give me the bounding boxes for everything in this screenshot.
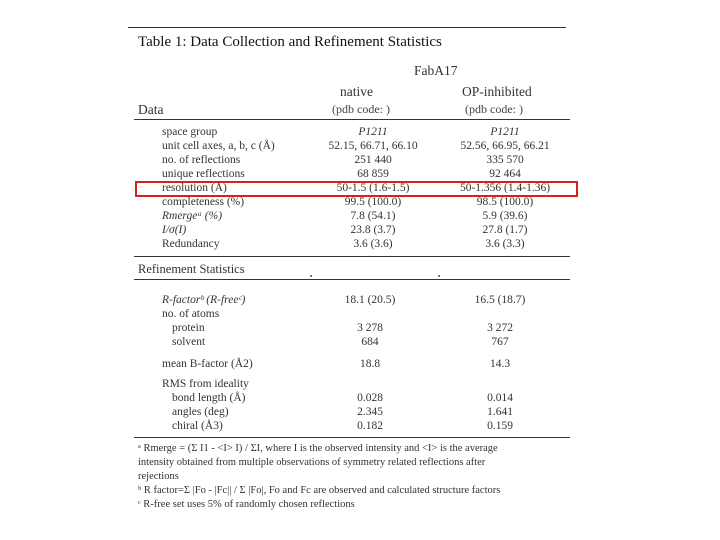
native-redundancy: 3.6 (3.6) (353, 238, 393, 250)
op-r-factor: 16.5 (18.7) (474, 294, 526, 306)
op-angles: 1.641 (487, 406, 513, 418)
row-label-space-group: space group (162, 126, 218, 138)
header-rule (134, 119, 570, 120)
native-reflections: 251 440 (354, 154, 392, 166)
row-label-atoms: no. of atoms (162, 308, 220, 320)
footnote-a-line3: rejections (138, 471, 179, 482)
native-bond-length: 0.028 (357, 392, 383, 404)
row-label-unique-reflections: unique reflections (162, 168, 245, 180)
row-label-i-sigma: I/σ(I) (162, 224, 187, 236)
op-inhibited-pdb-code: (pdb code: ) (465, 102, 523, 116)
group-header: FabA17 (414, 63, 458, 78)
bottom-rule (134, 437, 570, 438)
op-unique-reflections: 92 464 (489, 168, 521, 180)
resolution-highlight-box (135, 181, 578, 197)
footnote-c: ᶜ R-free set uses 5% of randomly chosen reflections (138, 499, 355, 510)
op-completeness: 98.5 (100.0) (476, 196, 534, 208)
row-label-r-factor: R-factorᵇ (R-freeᶜ) (162, 294, 246, 306)
native-b-factor: 18.8 (359, 358, 381, 370)
native-column-title: native (340, 84, 373, 99)
scan-dot (438, 275, 440, 277)
data-label: Data (138, 102, 164, 117)
top-rule (128, 27, 566, 28)
op-inhibited-column-title: OP-inhibited (462, 84, 532, 99)
row-label-rms: RMS from ideality (162, 378, 249, 390)
op-redundancy: 3.6 (3.3) (485, 238, 525, 250)
native-chiral: 0.182 (357, 420, 383, 432)
op-bond-length: 0.014 (487, 392, 513, 404)
scan-dot (310, 275, 312, 277)
native-resolution: 50-1.5 (1.6-1.5) (336, 182, 410, 194)
row-label-redundancy: Redundancy (162, 238, 220, 250)
native-pdb-code: (pdb code: ) (332, 102, 390, 116)
native-rmerge: 7.8 (54.1) (350, 210, 396, 222)
row-label-solvent: solvent (172, 336, 206, 348)
op-rmerge: 5.9 (39.6) (482, 210, 528, 222)
op-b-factor: 14.3 (489, 358, 511, 370)
footnote-b: ᵇ R factor=Σ |Fo - |Fc|| / Σ |Fo|, Fo and Fc are observed and calculated structure factors (138, 485, 501, 496)
native-unique-reflections: 68 859 (357, 168, 389, 180)
native-unit-cell: 52.15, 66.71, 66.10 (328, 140, 418, 152)
row-label-protein: protein (172, 322, 205, 334)
op-unit-cell: 52.56, 66.95, 66.21 (460, 140, 550, 152)
native-completeness: 99.5 (100.0) (344, 196, 402, 208)
refinement-section-title: Refinement Statistics (138, 262, 245, 276)
row-label-b-factor: mean B-factor (Å2) (162, 358, 253, 370)
row-label-rmerge: Rmergeᵃ (%) (162, 210, 223, 222)
row-label-unit-cell: unit cell axes, a, b, c (Å) (162, 140, 275, 152)
op-space-group: P1211 (490, 126, 520, 138)
native-r-factor: 18.1 (20.5) (344, 294, 396, 306)
op-chiral: 0.159 (487, 420, 513, 432)
op-i-sigma: 27.8 (1.7) (482, 224, 528, 236)
row-label-chiral: chiral (Å3) (172, 420, 223, 432)
section-rule (134, 256, 570, 257)
footnote-a-line1: ᵃ Rmerge = (Σ I1 - <I> I) / ΣI, where I is the observed intensity and <I> is the average (138, 443, 498, 454)
native-angles: 2.345 (357, 406, 383, 418)
table-caption: Table 1: Data Collection and Refinement Statistics (138, 34, 442, 50)
footnote-a-line2: intensity obtained from multiple observations of symmetry related reflections after (138, 457, 486, 468)
section-rule-2 (134, 279, 570, 280)
row-label-reflections: no. of reflections (162, 154, 241, 166)
op-resolution: 50-1.356 (1.4-1.36) (459, 182, 551, 194)
native-i-sigma: 23.8 (3.7) (350, 224, 396, 236)
op-solvent: 767 (491, 336, 509, 348)
op-reflections: 335 570 (486, 154, 524, 166)
row-label-completeness: completeness (%) (162, 196, 245, 208)
op-protein: 3 272 (487, 322, 513, 334)
native-space-group: P1211 (358, 126, 388, 138)
native-protein: 3 278 (357, 322, 383, 334)
row-label-angles: angles (deg) (172, 406, 229, 418)
native-solvent: 684 (361, 336, 379, 348)
row-label-resolution: resolution (Å) (162, 182, 227, 194)
row-label-bond-length: bond length (Å) (172, 392, 246, 404)
